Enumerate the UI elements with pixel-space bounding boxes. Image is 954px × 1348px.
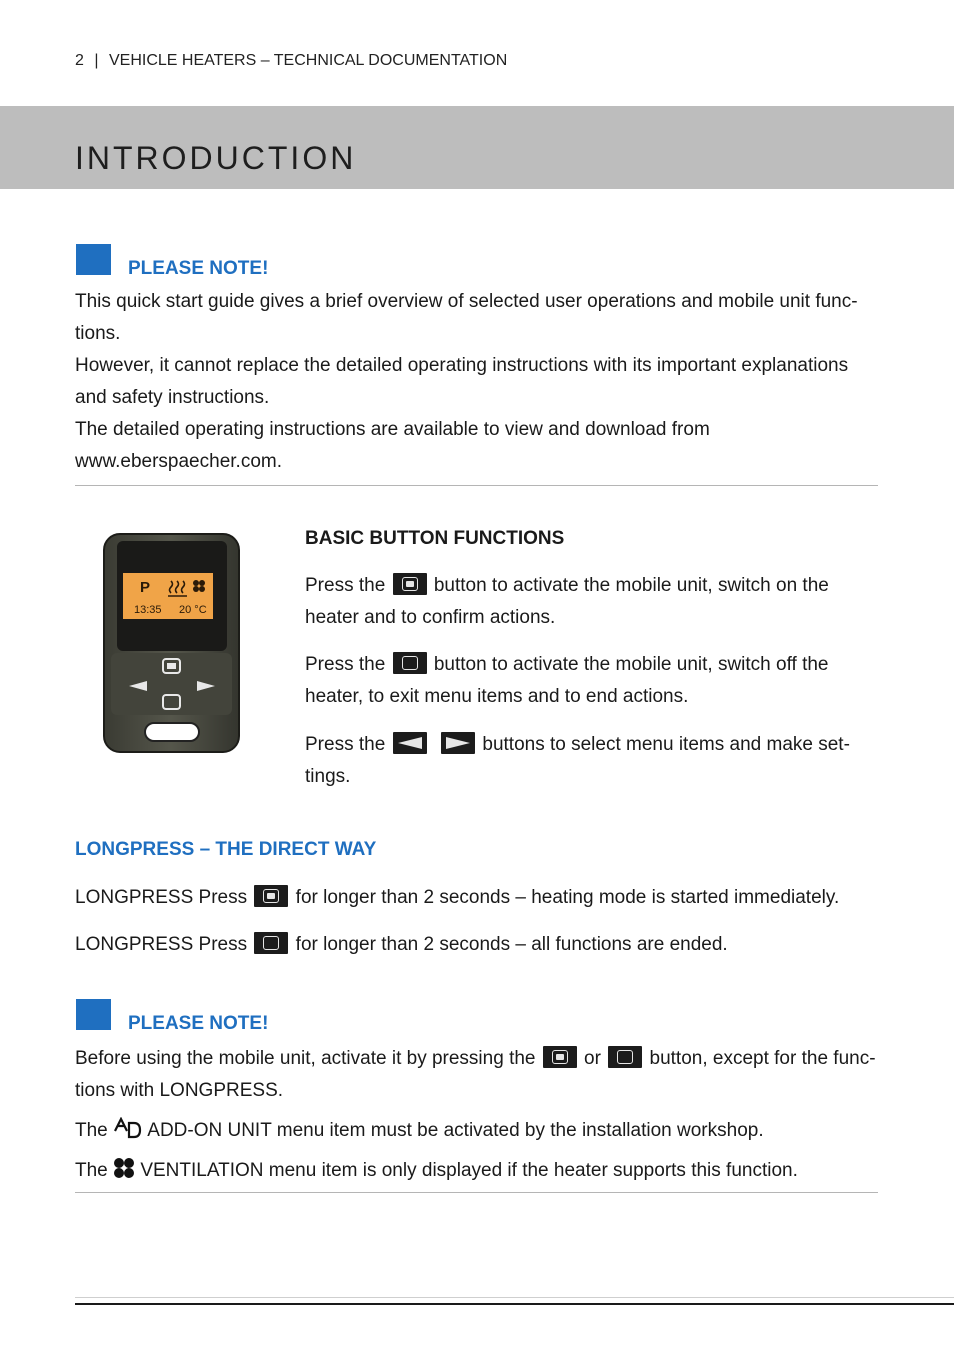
press-the-text: Press the: [305, 734, 386, 755]
longpress-line-1: [75, 882, 895, 914]
basic-para-3: [305, 729, 865, 793]
mobile-unit-image: [103, 533, 240, 753]
note2-addon-line: [75, 1115, 895, 1150]
basic-text: button to activate the mobile unit, switch off the: [433, 654, 829, 675]
note2-text: or: [584, 1048, 601, 1069]
note2-vent-line: [75, 1155, 895, 1190]
note-body: [75, 286, 895, 478]
basic-text: buttons to select menu items and make set-: [482, 734, 850, 755]
basic-para-2: [305, 649, 865, 713]
note2-text: Before using the mobile unit, activate it by pressing the: [75, 1048, 536, 1069]
longpress-title: LONGPRESS – THE DIRECT WAY: [75, 839, 377, 860]
off-button-icon: [254, 932, 288, 954]
ventilation-fan-icon: [113, 1157, 135, 1190]
basic-text: tings.: [305, 766, 351, 787]
section-title: INTRODUCTION: [75, 140, 357, 176]
longpress-prefix: LONGPRESS Press: [75, 934, 248, 955]
note-line: www.eberspaecher.com.: [75, 451, 282, 472]
note2-text: button, except for the func-: [649, 1048, 876, 1069]
note-marker: [76, 244, 111, 275]
note2-text: tions with LONGPRESS.: [75, 1080, 284, 1101]
running-header: [75, 52, 507, 70]
note-line: The detailed operating instructions are available to view and download from: [75, 419, 710, 440]
press-the-text: Press the: [305, 654, 386, 675]
press-the-text: Press the: [305, 575, 386, 596]
add-on-unit-icon: [113, 1117, 143, 1150]
off-button-icon: [393, 652, 427, 674]
off-button-icon: [608, 1046, 642, 1068]
screen-temperature: 20 °C: [179, 604, 207, 616]
right-arrow-button-icon: [441, 732, 475, 754]
basic-para-1: [305, 570, 865, 634]
screen-mode-letter: P: [140, 579, 151, 596]
remote-control-icon: [103, 533, 240, 753]
divider: [75, 1192, 878, 1193]
basic-functions-title: BASIC BUTTON FUNCTIONS: [305, 528, 565, 549]
divider: [75, 485, 878, 486]
basic-text: heater, to exit menu items and to end actions.: [305, 686, 689, 707]
note2-text: The: [75, 1160, 108, 1181]
longpress-line-2: [75, 929, 895, 961]
note-line: and safety instructions.: [75, 387, 270, 408]
longpress-text: for longer than 2 seconds – heating mode is started immediately.: [295, 887, 840, 908]
ok-button-icon: [254, 885, 288, 907]
basic-text: button to activate the mobile unit, switch on the: [433, 575, 829, 596]
note2-text: ADD-ON UNIT menu item must be activated by the installation workshop.: [147, 1120, 764, 1141]
longpress-text: for longer than 2 seconds – all functions are ended.: [295, 934, 728, 955]
note-title: PLEASE NOTE!: [128, 258, 269, 279]
note2-text: The: [75, 1120, 108, 1141]
header-separator: |: [94, 52, 99, 69]
note-line: This quick start guide gives a brief overview of selected user operations and mobile unit func-: [75, 291, 858, 312]
screen-time: 13:35: [134, 604, 162, 616]
ok-button-icon: [393, 573, 427, 595]
note2-para-1: [75, 1043, 895, 1107]
note2-text: VENTILATION menu item is only displayed if the heater supports this function.: [140, 1160, 798, 1181]
note-line: tions.: [75, 323, 121, 344]
note-title: PLEASE NOTE!: [128, 1013, 269, 1034]
footer-rule: [75, 1303, 954, 1305]
ok-button-icon: [543, 1046, 577, 1068]
footer-rule-thin: [75, 1297, 954, 1298]
note-marker: [76, 999, 111, 1030]
note-line: However, it cannot replace the detailed operating instructions with its important explanations: [75, 355, 849, 376]
longpress-prefix: LONGPRESS Press: [75, 887, 248, 908]
page-number: 2: [75, 52, 84, 69]
basic-text: heater and to confirm actions.: [305, 607, 556, 628]
header-title: VEHICLE HEATERS – TECHNICAL DOCUMENTATION: [108, 52, 508, 69]
left-arrow-button-icon: [393, 732, 427, 754]
